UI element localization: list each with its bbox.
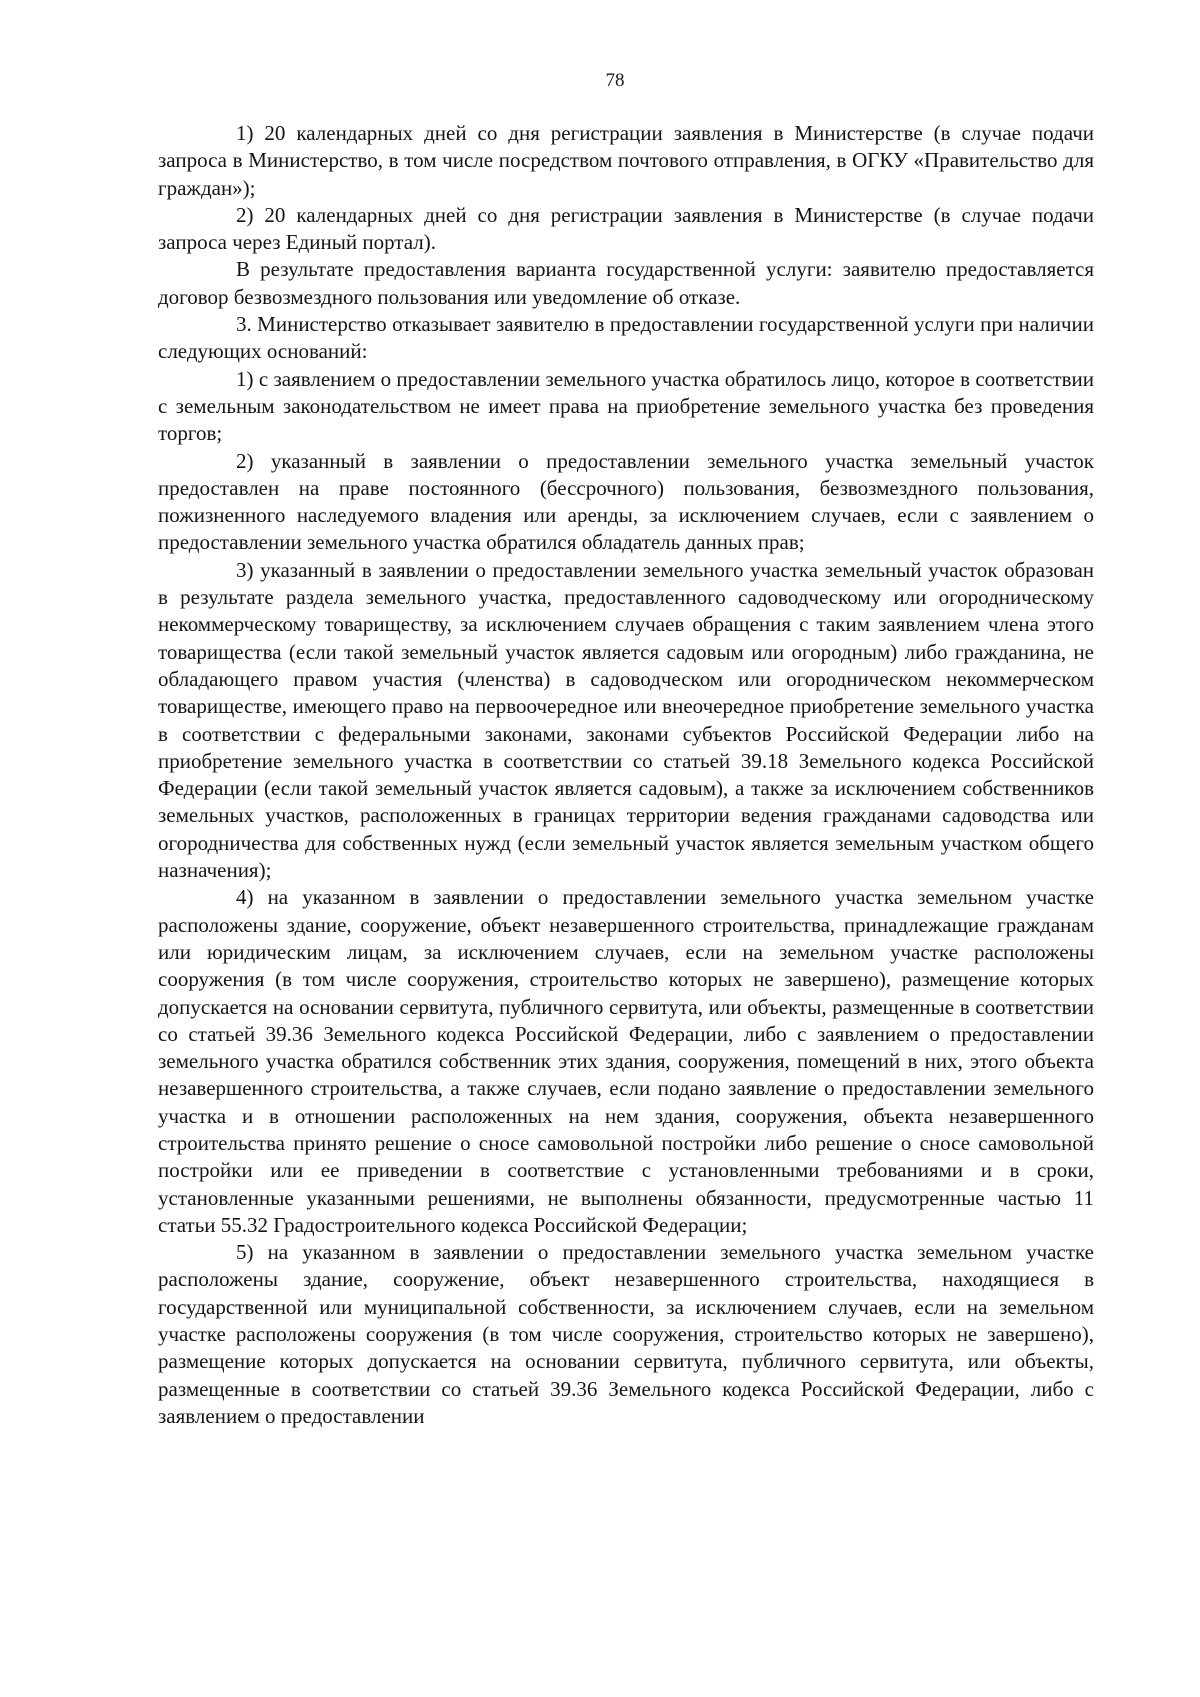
page-number: 78 [605, 70, 625, 91]
paragraph: 2) указанный в заявлении о предоставлении земельного участка земельный участок предоставлен на праве постоянного (бессрочного) пользования, безвозмездного пользования, пожизненного наследуемого владения или аренды, за исключением случаев, если с заявлением о предоставлении земельного участка обратился обладатель данных прав; [158, 448, 1094, 555]
paragraph: 1) с заявлением о предоставлении земельного участка обратилось лицо, которое в соответствии с земельным законодательством не имеет права на приобретение земельного участка без проведения торгов; [158, 366, 1094, 446]
paragraph: В результате предоставления варианта государственной услуги: заявителю предоставляется договор безвозмездного пользования или уведомление об отказе. [158, 257, 1094, 309]
paragraph: 3) указанный в заявлении о предоставлении земельного участка земельный участок образован в результате раздела земельного участка, предоставленного садоводческому или огородническому некоммерческому товариществу, за исключением случаев обращения с таким заявлением члена этого товарищества (если такой земельный участок является садовым или огородным) либо гражданина, не обладающего правом участия (членства) в садоводческом или огородническом некоммерческом товариществе, имеющего право на первоочередное или внеочередное приобретение земельного участка в соответствии с федеральными законами, законами субъектов Российской Федерации либо на приобретение земельного участка в соответствии со статьей 39.18 Земельного кодекса Российской Федерации (если такой земельный участок является садовым), а также за исключением собственников земельных участков, расположенных в границах территории ведения гражданами садоводства или огородничества для собственных нужд (если земельный участок является земельным участком общего назначения); [158, 557, 1094, 883]
paragraph: 5) на указанном в заявлении о предоставлении земельного участка земельном участке расположены здание, сооружение, объект незавершенного строительства, находящиеся в государственной или муниципальной собственности, за исключением случаев, если на земельном участке расположены сооружения (в том числе сооружения, строительство которых не завершено), размещение которых допускается на основании сервитута, публичного сервитута, или объекты, размещенные в соответствии со статьей 39.36 Земельного кодекса Российской Федерации, либо с заявлением о предоставлении [158, 1240, 1094, 1428]
paragraph: 4) на указанном в заявлении о предоставлении земельного участка земельном участке расположены здание, сооружение, объект незавершенного строительства, принадлежащие гражданам или юридическим лицам, за исключением случаев, если на земельном участке расположены сооружения (в том числе сооружения, строительство которых не завершено), размещение которых допускается на основании сервитута, публичного сервитута, или объекты, размещенные в соответствии со статьей 39.36 Земельного кодекса Российской Федерации, либо с заявлением о предоставлении земельного участка обратился собственник этих здания, сооружения, помещений в них, этого объекта незавершенного строительства, а также случаев, если подано заявление о предоставлении земельного участка и в отношении расположенных на нем здания, сооружения, объекта незавершенного строительства принято решение о сносе самовольной постройки либо решение о сносе самовольной постройки или ее приведении в соответствие с установленными требованиями и в сроки, установленные указанными решениями, не выполнены обязанности, предусмотренные частью 11 статьи 55.32 Градостроительного кодекса Российской Федерации; [158, 885, 1094, 1237]
document-body [158, 120, 1094, 1430]
paragraph: 1) 20 календарных дней со дня регистрации заявления в Министерстве (в случае подачи запроса в Министерство, в том числе посредством почтового отправления, в ОГКУ «Правительство для граждан»); [158, 121, 1094, 200]
paragraph: 2) 20 календарных дней со дня регистрации заявления в Министерстве (в случае подачи запроса через Единый портал). [158, 202, 1094, 255]
paragraph: 3. Министерство отказывает заявителю в предоставлении государственной услуги при наличии следующих оснований: [158, 312, 1094, 364]
